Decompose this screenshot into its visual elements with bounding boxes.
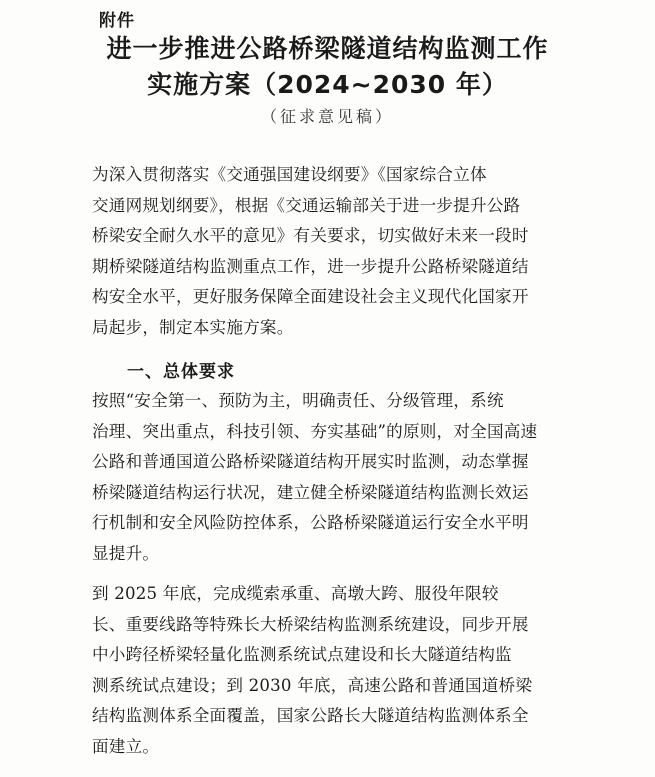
paragraph-line: 局起步，制定本实施方案。 <box>92 317 294 337</box>
paragraph-line: 中小跨径桥梁轻量化监测系统试点建设和长大隧道结构监 <box>92 645 512 664</box>
document-title-line-2: 实施方案（2024~2030 年） <box>147 70 508 99</box>
attachment-label: 附件 <box>99 11 135 31</box>
milestones-paragraph <box>92 579 568 762</box>
paragraph-line: 到 2025 年底，完成缆索承重、高墩大跨、服役年限较 <box>92 584 499 603</box>
paragraph-line: 交通网规划纲要》，根据《交通运输部关于进一步提升公路 <box>92 195 521 215</box>
paragraph-line: 长、重要线路等特殊长大桥梁结构监测系统建设，同步开展 <box>92 614 529 634</box>
paragraph-line: 期桥梁隧道结构监测重点工作，进一步提升公路桥梁隧道结 <box>92 256 529 276</box>
paragraph-line: 构安全水平，更好服务保障全面建设社会主义现代化国家开 <box>92 287 529 306</box>
paragraph-line: 面建立。 <box>92 736 160 756</box>
principles-paragraph <box>92 386 568 569</box>
paragraph-line: 为深入贯彻落实《交通强国建设纲要》《国家综合立体 <box>92 165 487 184</box>
section-heading-general-requirements: 一、总体要求 <box>127 362 235 382</box>
intro-paragraph <box>92 160 568 343</box>
paragraph-line: 测系统试点建设；到 2030 年底，高速公路和普通国道桥梁 <box>92 675 533 695</box>
paragraph-line: 公路和普通国道公路桥梁隧道结构开展实时监测，动态掌握 <box>92 452 529 471</box>
paragraph-line: 显提升。 <box>92 543 160 563</box>
draft-subtitle: （征求意见稿） <box>260 107 394 126</box>
document-title-line-1: 进一步推进公路桥梁隧道结构监测工作 <box>106 34 549 63</box>
paragraph-line: 行机制和安全风险防控体系，公路桥梁隧道运行安全水平明 <box>92 513 529 532</box>
paragraph-line: 桥梁安全耐久水平的意见》有关要求，切实做好未来一段时 <box>92 226 529 245</box>
paragraph-line: 治理、突出重点，科技引领、夯实基础”的原则，对全国高速 <box>92 421 538 441</box>
paragraph-line: 结构监测体系全面覆盖，国家公路长大隧道结构监测体系全 <box>92 706 529 725</box>
paragraph-line: 按照“安全第一、预防为主，明确责任、分级管理，系统 <box>92 391 504 410</box>
paragraph-line: 桥梁隧道结构运行状况，建立健全桥梁隧道结构监测长效运 <box>92 482 529 502</box>
